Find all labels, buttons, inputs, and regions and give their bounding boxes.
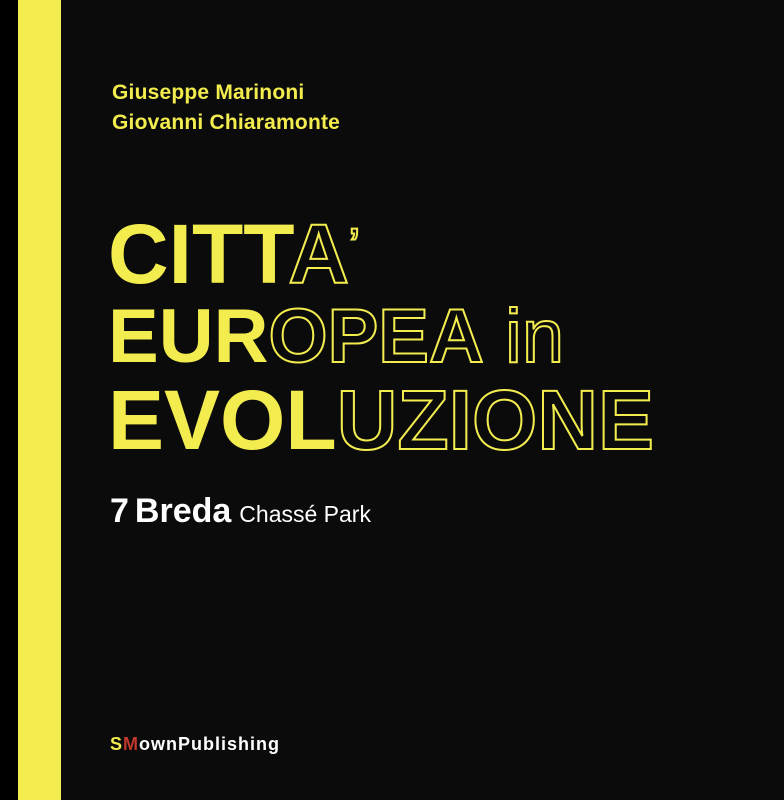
volume-number: 7 bbox=[110, 492, 129, 530]
publisher-logo-m: M bbox=[123, 734, 140, 754]
title-line-3-solid: EVOL bbox=[108, 372, 337, 467]
cover-left-edge bbox=[0, 0, 18, 800]
publisher-logo-s: S bbox=[110, 734, 124, 754]
title-line-2-solid: EUR bbox=[108, 293, 269, 379]
title-line-1-outline: A bbox=[288, 207, 350, 301]
author-name-1: Giuseppe Marinoni bbox=[112, 81, 305, 104]
title-line-2-outline: OPEA bbox=[268, 293, 484, 379]
publisher-logo bbox=[110, 734, 280, 755]
title-line-2 bbox=[108, 293, 748, 379]
author-name-2: Giovanni Chiaramonte bbox=[112, 111, 341, 134]
title-line-1 bbox=[108, 207, 748, 301]
title-line-2-in: in bbox=[483, 293, 565, 379]
title-line-3-outline: UZIONE bbox=[336, 372, 655, 467]
park-name: Chassé Park bbox=[239, 501, 371, 527]
subtitle-block bbox=[110, 492, 371, 531]
city-name: Breda bbox=[134, 492, 232, 530]
authors-block bbox=[112, 78, 340, 138]
title-block bbox=[108, 207, 748, 467]
publisher-logo-rest: ownPublishing bbox=[139, 734, 281, 754]
title-line-1-solid: CITT bbox=[108, 207, 289, 301]
title-apostrophe: ’ bbox=[349, 222, 360, 264]
cover-spine-band bbox=[18, 0, 61, 800]
title-line-3 bbox=[108, 372, 748, 467]
